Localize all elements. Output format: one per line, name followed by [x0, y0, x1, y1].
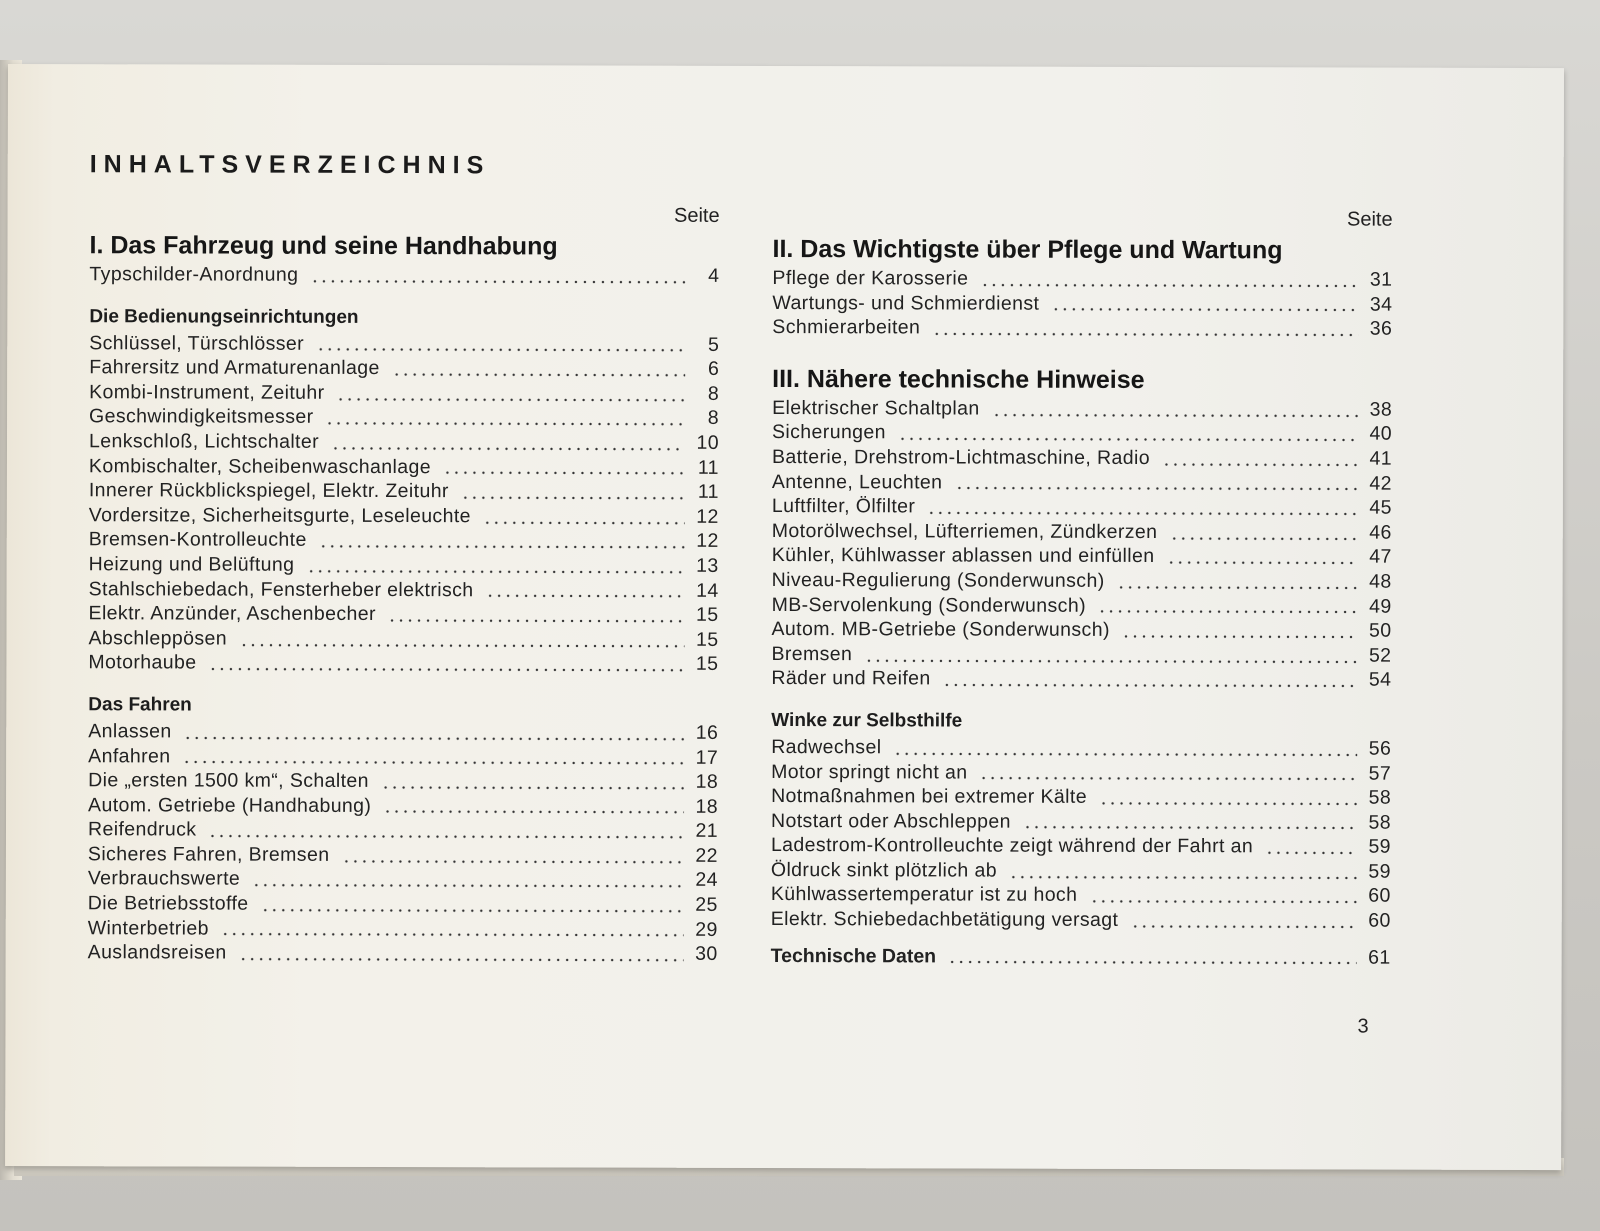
toc-entry-label: Reifendruck [87, 818, 197, 841]
dot-leader [1117, 586, 1358, 590]
toc-entry[interactable] [89, 528, 719, 554]
seite-header-left: Seite [673, 204, 720, 227]
toc-entry-label: Fahrersitz und Armaturenanlage [89, 356, 380, 380]
toc-entry-label: Autom. Getriebe (Handhabung) [88, 793, 372, 817]
dot-leader [1265, 851, 1357, 854]
toc-entry[interactable] [88, 891, 718, 917]
toc-entry-label: Die Betriebsstoffe [87, 892, 249, 915]
dot-leader [1051, 308, 1358, 312]
toc-entry[interactable] [89, 355, 719, 381]
toc-entry-label: Öldruck sinkt plötzlich ab [770, 858, 997, 882]
toc-entry-label: Kombischalter, Scheibenwaschanlage [88, 454, 432, 478]
toc-entry-label: Anfahren [88, 744, 171, 767]
dot-leader [948, 961, 1357, 965]
right-toc [771, 232, 1393, 970]
dot-leader [1098, 610, 1358, 614]
dot-leader [1130, 925, 1356, 929]
dot-leader [208, 668, 684, 672]
toc-entry-page: 14 [696, 579, 719, 602]
toc-entry-page: 25 [695, 893, 718, 916]
toc-entry-label: Batterie, Drehstrom-Lichtmaschine, Radio [771, 445, 1150, 469]
dot-leader [319, 545, 685, 549]
toc-entry-page: 41 [1369, 447, 1393, 470]
dot-leader [1162, 463, 1358, 467]
toc-entry[interactable] [88, 626, 718, 652]
dot-leader [1023, 826, 1357, 830]
toc-entry-page: 16 [695, 721, 719, 744]
section-title: III. Nähere technische Hinweise [772, 364, 1145, 394]
toc-entry-page: 15 [695, 653, 719, 676]
toc-entry-page: 49 [1369, 595, 1392, 618]
dot-leader [306, 570, 684, 574]
dot-leader [383, 810, 684, 814]
toc-entry[interactable] [772, 568, 1392, 594]
toc-entry[interactable] [772, 291, 1392, 317]
toc-entry-label: Anlassen [88, 720, 172, 743]
toc-entry[interactable] [88, 744, 718, 770]
toc-entry[interactable] [771, 760, 1391, 786]
toc-entry-label: Verbrauchswerte [87, 867, 241, 891]
toc-entry[interactable] [89, 478, 719, 504]
toc-entry[interactable] [88, 916, 718, 942]
toc-entry-label: Wartungs- und Schmierdienst [772, 291, 1040, 315]
dot-leader [864, 659, 1357, 663]
dot-leader [898, 438, 1358, 442]
dot-leader [341, 860, 683, 864]
toc-entry-label: Motor springt nicht an [771, 760, 968, 784]
toc-entry-page: 8 [707, 407, 720, 430]
toc-entry[interactable] [771, 809, 1391, 835]
toc-entry[interactable] [89, 503, 719, 529]
toc-entry[interactable] [88, 940, 718, 966]
toc-entry[interactable] [772, 315, 1392, 341]
toc-entry[interactable] [89, 405, 719, 431]
toc-entry[interactable] [88, 842, 718, 868]
toc-entry[interactable] [89, 262, 719, 288]
toc-entry-page: 10 [696, 431, 720, 454]
toc-entry-page: 21 [695, 820, 719, 843]
toc-entry-page: 29 [695, 918, 718, 941]
dot-leader [943, 684, 1358, 688]
toc-section [88, 691, 719, 967]
toc-entry-page: 59 [1368, 835, 1391, 858]
toc-entry-page: 48 [1369, 570, 1392, 593]
toc-section [771, 944, 1391, 970]
toc-entry[interactable] [88, 867, 718, 893]
toc-entry-page: 36 [1369, 317, 1393, 340]
toc-entry[interactable] [771, 858, 1391, 884]
toc-entry-label: Stahlschiebedach, Fensterheber elektrisch [88, 577, 474, 601]
toc-entry-page: 17 [695, 746, 719, 769]
dot-leader [252, 884, 684, 888]
toc-section [89, 228, 719, 288]
dot-leader [239, 958, 684, 962]
toc-entry[interactable] [771, 735, 1391, 761]
toc-entry-label: Kühlwassertemperatur ist zu hoch [770, 883, 1078, 907]
dot-leader [337, 397, 686, 401]
toc-entry[interactable] [89, 454, 719, 480]
toc-entry-label: Notmaßnahmen bei extremer Kälte [771, 785, 1087, 808]
toc-entry-page: 42 [1369, 472, 1392, 495]
dot-leader [326, 422, 686, 426]
toc-entry-label: Notstart oder Abschleppen [770, 809, 1011, 833]
toc-entry-label: Abschleppösen [88, 626, 228, 650]
toc-entry-page: 60 [1368, 909, 1391, 932]
toc-entry-label: Sicheres Fahren, Bremsen [87, 843, 330, 866]
toc-entry-page: 22 [695, 844, 718, 867]
left-toc [88, 228, 720, 966]
toc-entry-page: 13 [696, 554, 719, 577]
toc-entry[interactable] [771, 944, 1391, 970]
seite-header-right: Seite [1346, 208, 1393, 231]
toc-entry-page: 56 [1368, 737, 1392, 760]
toc-entry-label: Ladestrom-Kontrolleuchte zeigt während der Fahrt an [770, 834, 1254, 858]
toc-entry-page: 12 [696, 530, 719, 553]
dot-leader [261, 909, 684, 913]
right-column [771, 204, 1393, 970]
toc-entry-label: Geschwindigkeitsmesser [89, 405, 314, 429]
toc-entry-page: 18 [695, 795, 719, 818]
toc-entry-page: 4 [708, 264, 720, 287]
toc-entry[interactable] [89, 552, 719, 578]
toc-entry[interactable] [772, 420, 1392, 446]
toc-entry-label: Elektr. Anzünder, Aschenbecher [88, 602, 376, 626]
dot-leader [992, 413, 1358, 417]
toc-entry-label: Lenkschloß, Lichtschalter [88, 430, 320, 453]
dot-leader [239, 643, 684, 647]
toc-entry[interactable] [89, 331, 719, 357]
toc-entry-page: 54 [1368, 668, 1392, 691]
toc-entry[interactable] [89, 577, 719, 603]
dot-leader [927, 511, 1358, 515]
toc-entry-label: Autom. MB-Getriebe (Sonderwunsch) [771, 618, 1110, 642]
toc-entry[interactable] [89, 429, 719, 455]
toc-entry-label: Motorölwechsel, Lüfterriemen, Zündkerzen [771, 519, 1158, 543]
toc-entry[interactable] [89, 601, 719, 627]
toc-entry-page: 15 [695, 628, 719, 651]
dot-leader [486, 595, 685, 599]
toc-entry-page: 46 [1369, 521, 1392, 544]
toc-entry-label: Technische Daten [770, 944, 937, 968]
toc-entry-page: 45 [1369, 496, 1392, 519]
dot-leader [1099, 802, 1357, 806]
toc-entry-label: Vordersitze, Sicherheitsgurte, Leseleuchte [88, 503, 471, 527]
toc-section [771, 362, 1392, 693]
dot-leader [1009, 875, 1357, 879]
toc-entry-label: Typschilder-Anordnung [89, 263, 299, 286]
toc-entry-label: Kombi-Instrument, Zeituhr [89, 380, 325, 404]
toc-entry-label: MB-Servolenkung (Sonderwunsch) [771, 593, 1087, 617]
toc-entry-label: Motorhaube [88, 651, 197, 674]
toc-entry-page: 5 [707, 333, 720, 356]
toc-entry-page: 15 [696, 603, 719, 626]
toc-entry[interactable] [88, 768, 718, 794]
toc-entry[interactable] [88, 817, 718, 843]
toc-entry[interactable] [772, 519, 1392, 545]
toc-entry-page: 34 [1369, 293, 1393, 316]
dot-leader [461, 496, 685, 500]
page-number: 3 [1357, 1015, 1369, 1038]
toc-entry-page: 50 [1368, 619, 1392, 642]
toc-entry-label: Die „ersten 1500 km“, Schalten [88, 769, 369, 793]
toc-entry-label: Bremsen [771, 642, 853, 665]
toc-entry[interactable] [771, 666, 1391, 692]
toc-entry-page: 60 [1368, 885, 1391, 908]
left-column [88, 200, 720, 966]
toc-section [771, 707, 1392, 933]
toc-entry-label: Radwechsel [771, 735, 882, 759]
dot-leader [932, 332, 1358, 336]
dot-leader [221, 933, 684, 937]
toc-entry-page: 47 [1369, 545, 1392, 568]
toc-entry[interactable] [771, 784, 1391, 810]
toc-entry[interactable] [89, 380, 719, 406]
page-title: INHALTSVERZEICHNIS [89, 150, 491, 180]
toc-entry-page: 58 [1368, 786, 1392, 809]
subsection-title: Die Bedienungseinrichtungen [89, 305, 359, 328]
toc-entry-page: 24 [695, 869, 718, 892]
dot-leader [980, 283, 1358, 287]
dot-leader [208, 835, 684, 839]
toc-entry-label: Bremsen-Kontrolleuchte [88, 528, 307, 552]
dot-leader [1167, 561, 1358, 565]
toc-entry[interactable] [88, 793, 718, 819]
toc-entry[interactable] [772, 396, 1392, 422]
toc-entry[interactable] [771, 642, 1391, 668]
toc-entry-page: 57 [1368, 762, 1392, 785]
toc-entry-label: Elektrischer Schaltplan [772, 396, 980, 420]
toc-entry-label: Antenne, Leuchten [771, 470, 943, 494]
toc-entry[interactable] [771, 617, 1391, 643]
subsection-title: Das Fahren [88, 694, 192, 716]
toc-entry-page: 12 [696, 505, 719, 528]
toc-entry[interactable] [772, 470, 1392, 496]
subsection-title: Winke zur Selbsthilfe [771, 709, 963, 732]
toc-entry[interactable] [772, 266, 1392, 292]
dot-leader [1089, 900, 1356, 904]
toc-section [772, 232, 1392, 341]
toc-entry-label: Niveau-Regulierung (Sonderwunsch) [771, 568, 1105, 592]
toc-entry-label: Elektr. Schiebedachbetätigung versagt [770, 908, 1119, 931]
dot-leader [443, 471, 685, 475]
dot-leader [331, 447, 685, 451]
toc-entry[interactable] [88, 651, 718, 677]
dot-leader [392, 373, 685, 377]
toc-entry-page: 61 [1368, 946, 1391, 969]
toc-entry-page: 11 [697, 480, 719, 504]
dot-leader [316, 348, 685, 352]
toc-entry-label: Winterbetrieb [87, 916, 209, 940]
dot-leader [954, 487, 1357, 491]
dot-leader [184, 736, 685, 740]
toc-entry[interactable] [772, 445, 1392, 471]
toc-entry-page: 38 [1369, 398, 1393, 421]
toc-entry-page: 52 [1368, 644, 1392, 667]
section-title: II. Das Wichtigste über Pflege und Wartung [772, 235, 1283, 265]
toc-entry-page: 59 [1368, 860, 1391, 883]
dot-leader [310, 280, 685, 284]
dot-leader [893, 752, 1357, 756]
toc-entry-label: Heizung und Belüftung [88, 553, 295, 576]
dot-leader [381, 786, 684, 790]
toc-entry-page: 40 [1369, 422, 1393, 445]
toc-entry-label: Kühler, Kühlwasser ablassen und einfüllen [771, 544, 1155, 568]
toc-entry-label: Sicherungen [772, 421, 886, 444]
dot-leader [183, 761, 685, 765]
toc-entry-page: 30 [695, 943, 718, 966]
toc-section [88, 303, 719, 677]
toc-entry-label: Luftfilter, Ölfilter [771, 495, 916, 518]
toc-entry[interactable] [88, 719, 718, 745]
toc-entry-page: 11 [697, 456, 719, 479]
toc-entry-page: 6 [707, 358, 720, 381]
section-title: I. Das Fahrzeug und seine Handhabung [89, 231, 558, 261]
toc-entry[interactable] [772, 494, 1392, 520]
toc-entry-page: 31 [1369, 268, 1393, 291]
dot-leader [388, 619, 685, 623]
dot-leader [483, 521, 685, 525]
toc-entry[interactable] [771, 882, 1391, 908]
toc-entry-label: Schlüssel, Türschlösser [89, 331, 305, 355]
toc-entry-page: 8 [707, 382, 720, 405]
toc-entry-page: 58 [1368, 811, 1392, 834]
toc-entry-page: 18 [695, 770, 719, 793]
toc-entry-label: Pflege der Karosserie [772, 267, 969, 290]
toc-entry[interactable] [771, 907, 1391, 933]
booklet-page [5, 64, 1564, 1170]
toc-entry[interactable] [771, 833, 1391, 859]
dot-leader [1169, 537, 1357, 540]
toc-entry-label: Räder und Reifen [771, 667, 931, 690]
toc-entry[interactable] [772, 593, 1392, 619]
dot-leader [979, 777, 1357, 781]
toc-entry-label: Innerer Rückblickspiegel, Elektr. Zeituhr [88, 479, 449, 503]
toc-entry-label: Auslandsreisen [87, 941, 227, 964]
dot-leader [1122, 635, 1358, 639]
toc-entry-label: Schmierarbeiten [772, 316, 921, 339]
toc-entry[interactable] [772, 543, 1392, 569]
